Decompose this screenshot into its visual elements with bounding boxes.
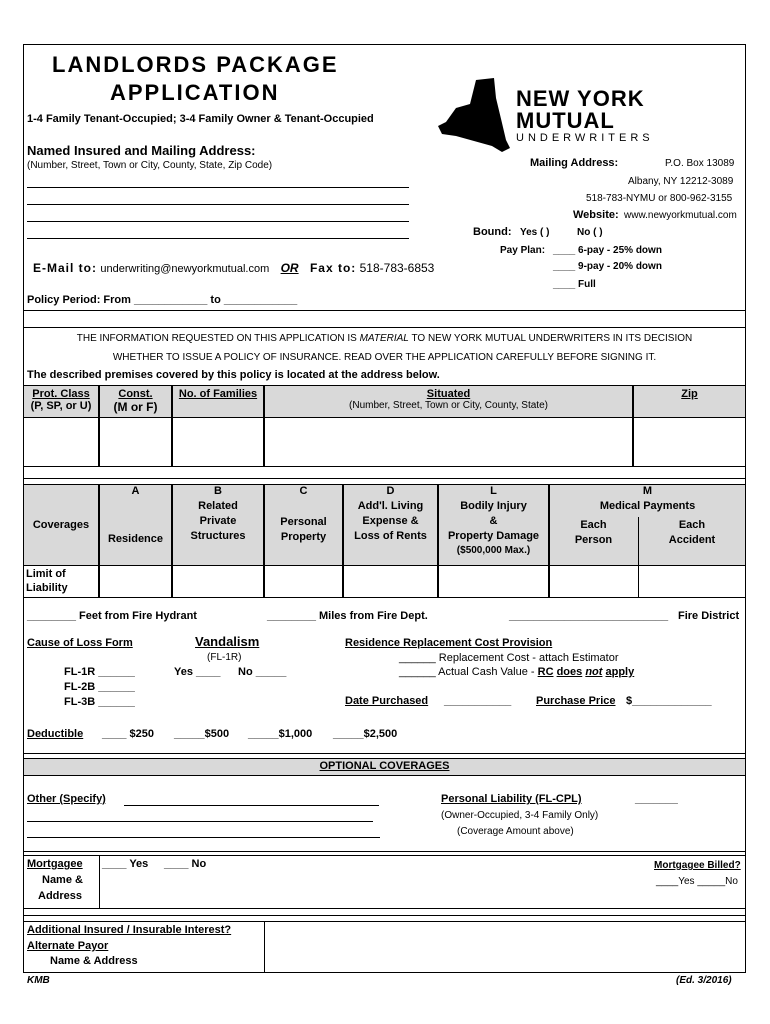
coverages-label: Coverages xyxy=(32,519,90,531)
named-insured-label: Named Insured and Mailing Address: xyxy=(27,143,256,158)
deductible-500[interactable]: _____$500 xyxy=(174,728,230,740)
premises-header-families xyxy=(172,385,264,418)
optional-divider xyxy=(23,753,746,754)
fire-district-label: Fire District xyxy=(678,610,740,622)
purchase-price-line[interactable]: $_____________ xyxy=(626,695,712,707)
notice-material: MATERIAL xyxy=(359,333,409,344)
premises-situated-input[interactable] xyxy=(264,417,633,467)
acv-rc: RC xyxy=(537,666,554,678)
premises-const-input[interactable] xyxy=(99,417,172,467)
vandalism-label: Vandalism xyxy=(195,634,260,649)
limit-m1-input[interactable] xyxy=(549,565,639,598)
coverage-l-line2: & xyxy=(489,515,498,527)
alternate-payor-label: Alternate Payor xyxy=(27,940,109,952)
bound-no[interactable]: No ( ) xyxy=(577,227,603,238)
section-divider-2 xyxy=(23,327,746,328)
logo-line3: UNDERWRITERS xyxy=(516,132,654,144)
coverage-c-line2: Property xyxy=(280,531,327,543)
prot-class-hint: (P, SP, or U) xyxy=(30,400,92,412)
limit-b-input[interactable] xyxy=(172,565,264,598)
coverage-m2-line1: Each xyxy=(678,519,706,531)
limit-l-input[interactable] xyxy=(438,565,549,598)
premises-header-prot xyxy=(23,385,99,418)
families-label: No. of Families xyxy=(178,388,258,400)
nymu-logo xyxy=(436,78,666,158)
website-label: Website: xyxy=(573,209,619,221)
notice-text-a: THE INFORMATION REQUESTED ON THIS APPLICATION IS xyxy=(76,333,360,344)
coverage-d-line3: Loss of Rents xyxy=(354,530,427,542)
address-line-4[interactable] xyxy=(27,238,409,239)
coverage-d-letter: D xyxy=(386,485,395,497)
address-line-3[interactable] xyxy=(27,221,409,222)
personal-liability-sub1: (Owner-Occupied, 3-4 Family Only) xyxy=(441,810,599,821)
coverage-m-letter: M xyxy=(642,485,653,497)
city-state: Albany, NY 12212-3089 xyxy=(628,176,734,187)
mortgagee-label3: Address xyxy=(38,890,83,902)
rrc-actual-cash-value[interactable] xyxy=(399,666,634,678)
coverage-m1-line2: Person xyxy=(574,534,613,546)
footer-right: (Ed. 3/2016) xyxy=(676,975,732,986)
feet-from-hydrant[interactable]: ________ Feet from Fire Hydrant xyxy=(27,610,197,622)
vandalism-no[interactable]: No _____ xyxy=(238,666,287,678)
fire-district-line[interactable]: __________________________ xyxy=(509,610,669,622)
limit-c-input[interactable] xyxy=(264,565,343,598)
coverage-a-name: Residence xyxy=(107,533,164,545)
personal-liability-sub2: (Coverage Amount above) xyxy=(457,826,574,837)
coverage-m-title: Medical Payments xyxy=(599,500,696,512)
mortgagee-billed-label: Mortgagee Billed? xyxy=(654,860,741,871)
coverage-b-line2: Private xyxy=(199,515,237,527)
situated-hint: (Number, Street, Town or City, County, State) xyxy=(349,400,548,411)
premises-families-input[interactable] xyxy=(172,417,264,467)
pay-plan-full[interactable]: ____ Full xyxy=(553,279,596,290)
coverage-m2-line2: Accident xyxy=(668,534,716,546)
premises-header-situated xyxy=(264,385,633,418)
deductible-2500[interactable]: _____$2,500 xyxy=(333,728,398,740)
bound-label: Bound: xyxy=(473,226,512,238)
additional-insured-label: Additional Insured / Insurable Interest? xyxy=(27,924,232,936)
coverage-m1 xyxy=(549,519,638,546)
date-purchased-label: Date Purchased xyxy=(345,695,429,707)
purchase-price-label: Purchase Price xyxy=(536,695,616,707)
cause-of-loss-label: Cause of Loss Form xyxy=(27,637,133,649)
coverage-divider xyxy=(23,478,746,479)
coverage-b-line1: Related xyxy=(198,500,238,512)
mortgagee-yes[interactable]: ____ Yes xyxy=(102,858,149,870)
po-box: P.O. Box 13089 xyxy=(665,158,735,169)
limit-label-line1: Limit of xyxy=(26,568,66,580)
coverage-m1-line1: Each xyxy=(580,519,607,531)
limit-of-liability-label xyxy=(23,565,99,598)
limit-a-input[interactable] xyxy=(99,565,172,598)
pay-plan-6pay[interactable]: ____ 6-pay - 25% down xyxy=(553,245,662,256)
website-url[interactable]: www.newyorkmutual.com xyxy=(624,210,737,221)
other-specify-label: Other (Specify) xyxy=(27,793,106,805)
mailing-address-label: Mailing Address: xyxy=(530,157,619,169)
new-york-state-icon xyxy=(436,78,516,158)
email-address[interactable]: underwriting@newyorkmutual.com xyxy=(100,263,270,275)
personal-liability-line[interactable]: _______ xyxy=(635,793,678,805)
pay-plan-9pay[interactable]: ____ 9-pay - 20% down xyxy=(553,261,662,272)
vandalism-sub: (FL-1R) xyxy=(207,652,242,663)
other-specify-line-2[interactable] xyxy=(27,821,373,822)
email-label: E-Mail to: xyxy=(33,261,97,275)
notice-text-c: TO NEW YORK MUTUAL UNDERWRITERS IN ITS DECISION xyxy=(408,333,693,344)
mortgagee-billed-options[interactable]: ____Yes _____No xyxy=(656,876,738,887)
notice-line2: WHETHER TO ISSUE A POLICY OF INSURANCE. READ OVER THE APPLICATION CAREFULLY BEFORE SIGNING IT. xyxy=(112,352,657,363)
date-purchased-line[interactable]: ___________ xyxy=(444,695,512,707)
premises-header-const xyxy=(99,385,172,418)
premises-header-zip xyxy=(633,385,746,418)
optional-coverages-title: OPTIONAL COVERAGES xyxy=(319,760,450,772)
coverage-c-header xyxy=(264,484,343,566)
acv-apply: apply xyxy=(605,666,635,678)
additional-split xyxy=(264,921,265,973)
phone-numbers: 518-783-NYMU or 800-962-3155 xyxy=(586,193,733,204)
coverage-b-letter: B xyxy=(214,485,222,497)
deductible-250[interactable]: ____ $250 xyxy=(102,728,154,740)
coverage-l-max: ($500,000 Max.) xyxy=(456,545,531,556)
limit-m2-input[interactable] xyxy=(638,565,746,598)
rrc-replacement-cost[interactable]: ______ Replacement Cost - attach Estimator xyxy=(399,652,619,664)
logo-line2: MUTUAL xyxy=(516,108,615,133)
coverage-b-header xyxy=(172,484,264,566)
footer-left: KMB xyxy=(27,975,50,986)
fl-2b-option[interactable]: FL-2B ______ xyxy=(64,681,135,693)
coverage-l-line1: Bodily Injury xyxy=(460,500,527,512)
vandalism-yes[interactable]: Yes ____ xyxy=(174,666,221,678)
acv-text: ______ Actual Cash Value - xyxy=(399,666,538,678)
additional-divider xyxy=(23,915,746,916)
address-line-1[interactable] xyxy=(27,187,409,188)
email-fax-row xyxy=(33,261,434,275)
other-specify-line-3[interactable] xyxy=(27,837,380,838)
premises-prot-input[interactable] xyxy=(23,417,99,467)
logo-line1: NEW YORK xyxy=(516,86,645,111)
form-subtitle: 1-4 Family Tenant-Occupied; 3-4 Family Owner & Tenant-Occupied xyxy=(27,113,374,125)
or-text: OR xyxy=(280,261,299,275)
coverages-header xyxy=(23,484,99,566)
coverage-d-header xyxy=(343,484,438,566)
other-specify-line-1[interactable] xyxy=(124,805,379,806)
limit-d-input[interactable] xyxy=(343,565,438,598)
coverage-d-line2: Expense & xyxy=(362,515,419,527)
form-title-line1: LANDLORDS PACKAGE xyxy=(52,52,339,77)
coverage-c-line1: Personal xyxy=(280,516,327,528)
deductible-label: Deductible xyxy=(27,728,84,740)
coverage-c-letter: C xyxy=(299,485,308,497)
premises-intro: The described premises covered by this policy is located at the address below. xyxy=(27,369,440,381)
coverage-d-line1: Add'l. Living xyxy=(357,500,424,512)
coverage-l-letter: L xyxy=(490,485,497,497)
section-divider-top xyxy=(23,310,746,311)
mortgagee-label: Mortgagee xyxy=(27,858,83,870)
address-line-2[interactable] xyxy=(27,204,409,205)
rrc-label: Residence Replacement Cost Provision xyxy=(345,637,553,649)
mortgagee-split xyxy=(99,855,100,909)
fax-label: Fax to: xyxy=(309,261,357,275)
coverage-l-header xyxy=(438,484,549,566)
policy-period[interactable]: Policy Period: From ____________ to ____________ xyxy=(27,294,298,306)
coverage-a-letter: A xyxy=(131,485,140,497)
const-label: Const. xyxy=(118,388,153,400)
premises-zip-input[interactable] xyxy=(633,417,746,467)
coverage-a-header xyxy=(99,484,172,566)
fl-3b-option[interactable]: FL-3B ______ xyxy=(64,696,135,708)
const-hint: (M or F) xyxy=(113,400,158,414)
bound-yes[interactable]: Yes ( ) xyxy=(520,227,550,238)
zip-label: Zip xyxy=(681,388,698,400)
coverage-m2 xyxy=(638,519,746,546)
alternate-payor-name: Name & Address xyxy=(50,955,138,967)
coverage-l-line3: Property Damage xyxy=(447,530,540,542)
notice-line1 xyxy=(23,333,746,344)
mortgagee-no[interactable]: ____ No xyxy=(164,858,207,870)
acv-does: does xyxy=(556,666,583,678)
form-title-line2: APPLICATION xyxy=(110,80,280,105)
personal-liability-label: Personal Liability (FL-CPL) xyxy=(441,793,582,805)
optional-coverages-header xyxy=(23,758,746,776)
named-insured-hint: (Number, Street, Town or City, County, State, Zip Code) xyxy=(27,160,273,171)
mortgagee-label2: Name & xyxy=(42,874,83,886)
mortgagee-divider xyxy=(23,851,746,852)
acv-not: not xyxy=(585,666,603,678)
limit-label-line2: Liability xyxy=(26,582,68,594)
situated-label: Situated xyxy=(426,388,471,400)
prot-class-label: Prot. Class xyxy=(32,388,90,400)
deductible-1000[interactable]: _____$1,000 xyxy=(248,728,313,740)
fl-1r-option[interactable]: FL-1R ______ xyxy=(64,666,135,678)
coverage-b-line3: Structures xyxy=(190,530,246,542)
pay-plan-label: Pay Plan: xyxy=(500,245,546,256)
fax-number: 518-783-6853 xyxy=(359,261,435,275)
miles-from-fire-dept[interactable]: ________ Miles from Fire Dept. xyxy=(267,610,428,622)
